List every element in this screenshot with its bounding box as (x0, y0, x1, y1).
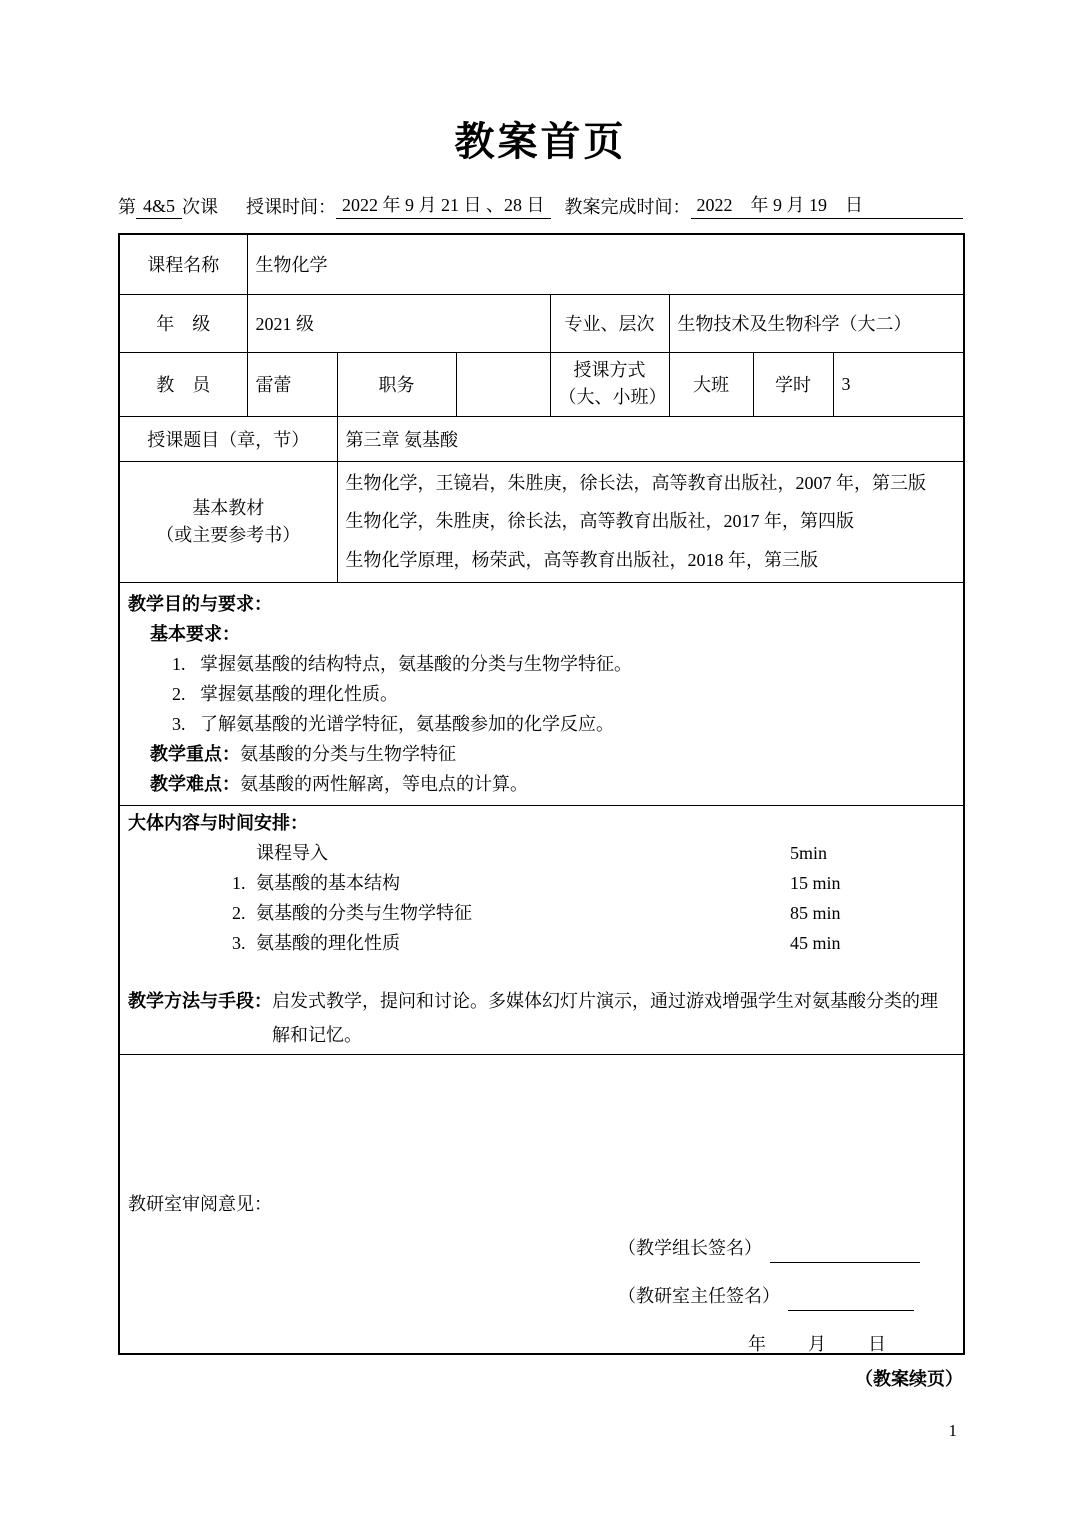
row-textbook (119, 461, 964, 582)
review-heading: 教研室审阅意见： (128, 1193, 272, 1214)
continued-note: （教案续页） (855, 1369, 963, 1390)
teaching-focus (128, 739, 955, 769)
schedule-section (119, 805, 964, 1054)
schedule-item (128, 928, 955, 958)
schedule-item-number: 1. (232, 872, 246, 893)
teach-time-value: 2022 年 9 月 21 日 、28 日 (336, 191, 551, 219)
class-hours-value: 3 (833, 352, 964, 416)
page-content (118, 0, 963, 1441)
major-value: 生物技术及生物科学（大二） (669, 294, 964, 352)
leader-signature-label: （教学组长签名） (618, 1237, 762, 1258)
textbook-item: 生物化学原理，杨荣武，高等教育出版社，2018 年，第三版 (345, 549, 818, 570)
schedule-item-label: 氨基酸的分类与生物学特征 (256, 902, 472, 923)
course-name-label: 课程名称 (119, 234, 247, 294)
schedule-item-time: 5min (790, 842, 828, 863)
schedule-item-label: 课程导入 (256, 842, 328, 863)
objective-item-number: 3. (172, 713, 186, 734)
objective-item-number: 2. (172, 683, 186, 704)
objective-item (128, 679, 955, 709)
director-signature-label: （教研室主任签名） (618, 1285, 780, 1306)
leader-signature-row (618, 1233, 928, 1263)
textbook-label-line2: （或主要参考书） (156, 524, 301, 545)
methods-text: 启发式教学，提问和讨论。多媒体幻灯片演示，通过游戏增强学生对氨基酸分类的理解和记忆。 (272, 990, 938, 1045)
topic-value: 第三章 氨基酸 (337, 416, 964, 461)
focus-text: 氨基酸的分类与生物学特征 (240, 743, 456, 764)
methods-label: 教学方法与手段： (128, 990, 272, 1011)
teaching-mode-label (550, 352, 669, 416)
complete-time-label: 教案完成时间： (564, 197, 691, 217)
grade-value: 2021 级 (247, 294, 550, 352)
teaching-mode-label-line1: 授课方式 (573, 360, 646, 380)
textbook-label-line1: 基本教材 (192, 497, 265, 518)
date-day-label: 日 (868, 1333, 886, 1354)
topic-label: 授课题目（章，节） (119, 416, 337, 461)
objectives-heading: 教学目的与要求： (128, 593, 272, 614)
schedule-item (128, 868, 955, 898)
objective-item-number: 1. (172, 653, 186, 674)
schedule-item-time: 45 min (790, 932, 841, 953)
info-table (118, 233, 965, 1355)
teaching-mode-value: 大班 (669, 352, 753, 416)
director-signature-line (788, 1291, 914, 1311)
textbook-item: 生物化学，王镜岩，朱胜庚，徐长法，高等教育出版社，2007 年，第三版 (345, 472, 926, 493)
difficulty-label: 教学难点： (150, 773, 240, 794)
textbook-list (337, 461, 964, 582)
teaching-difficulty (128, 769, 955, 799)
focus-label: 教学重点： (150, 743, 240, 764)
schedule-item-label: 氨基酸的基本结构 (256, 872, 400, 893)
schedule-item-number (232, 838, 256, 868)
date-year-label: 年 (748, 1333, 766, 1354)
lesson-number: 4&5 (136, 196, 182, 219)
row-topic (119, 416, 964, 461)
schedule-heading: 大体内容与时间安排： (128, 812, 308, 833)
schedule-item-time: 15 min (790, 872, 841, 893)
row-grade-major (119, 294, 964, 352)
textbook-item: 生物化学，朱胜庚，徐长法，高等教育出版社，2017 年，第四版 (345, 511, 854, 532)
teacher-label: 教 员 (119, 352, 247, 416)
row-review (119, 1054, 964, 1354)
page-title: 教案首页 (454, 119, 627, 164)
row-objectives (119, 582, 964, 805)
schedule-item (128, 898, 955, 928)
leader-signature-line (770, 1243, 920, 1263)
difficulty-text: 氨基酸的两性解离，等电点的计算。 (240, 773, 528, 794)
objective-item-text: 了解氨基酸的光谱学特征，氨基酸参加的化学反应。 (200, 713, 614, 734)
course-name-value: 生物化学 (247, 234, 964, 294)
lesson-number-suffix: 次课 (182, 197, 218, 217)
grade-label: 年 级 (119, 294, 247, 352)
objective-item-text: 掌握氨基酸的结构特点，氨基酸的分类与生物学特征。 (200, 653, 632, 674)
objective-item (128, 709, 955, 739)
row-teacher (119, 352, 964, 416)
review-date-line (618, 1329, 928, 1359)
objective-item (128, 649, 955, 679)
signature-block (618, 1233, 928, 1359)
schedule-item-number: 3. (232, 932, 246, 953)
schedule-item-label: 氨基酸的理化性质 (256, 932, 400, 953)
duty-value (456, 352, 550, 416)
row-schedule (119, 805, 964, 1054)
textbook-label (119, 461, 337, 582)
teaching-mode-label-line2: （大、小班） (558, 387, 667, 407)
director-signature-row (618, 1281, 928, 1311)
basic-requirements-heading: 基本要求： (150, 623, 240, 644)
review-section (119, 1054, 964, 1354)
duty-label: 职务 (337, 352, 456, 416)
schedule-item-number: 2. (232, 902, 246, 923)
schedule-item (128, 838, 955, 868)
class-hours-label: 学时 (753, 352, 833, 416)
schedule-item-time: 85 min (790, 902, 841, 923)
teaching-methods (128, 984, 955, 1052)
date-month-label: 月 (808, 1333, 826, 1354)
major-label: 专业、层次 (550, 294, 669, 352)
teacher-value: 雷蕾 (247, 352, 337, 416)
meta-line (118, 191, 963, 219)
page-number: 1 (948, 1421, 957, 1441)
complete-time-value: 2022 年 9 月 19 日 (691, 191, 964, 219)
teach-time-label: 授课时间： (246, 197, 336, 217)
row-course (119, 234, 964, 294)
lesson-number-prefix: 第 (118, 197, 136, 217)
objectives-section (119, 582, 964, 805)
objective-item-text: 掌握氨基酸的理化性质。 (200, 683, 398, 704)
